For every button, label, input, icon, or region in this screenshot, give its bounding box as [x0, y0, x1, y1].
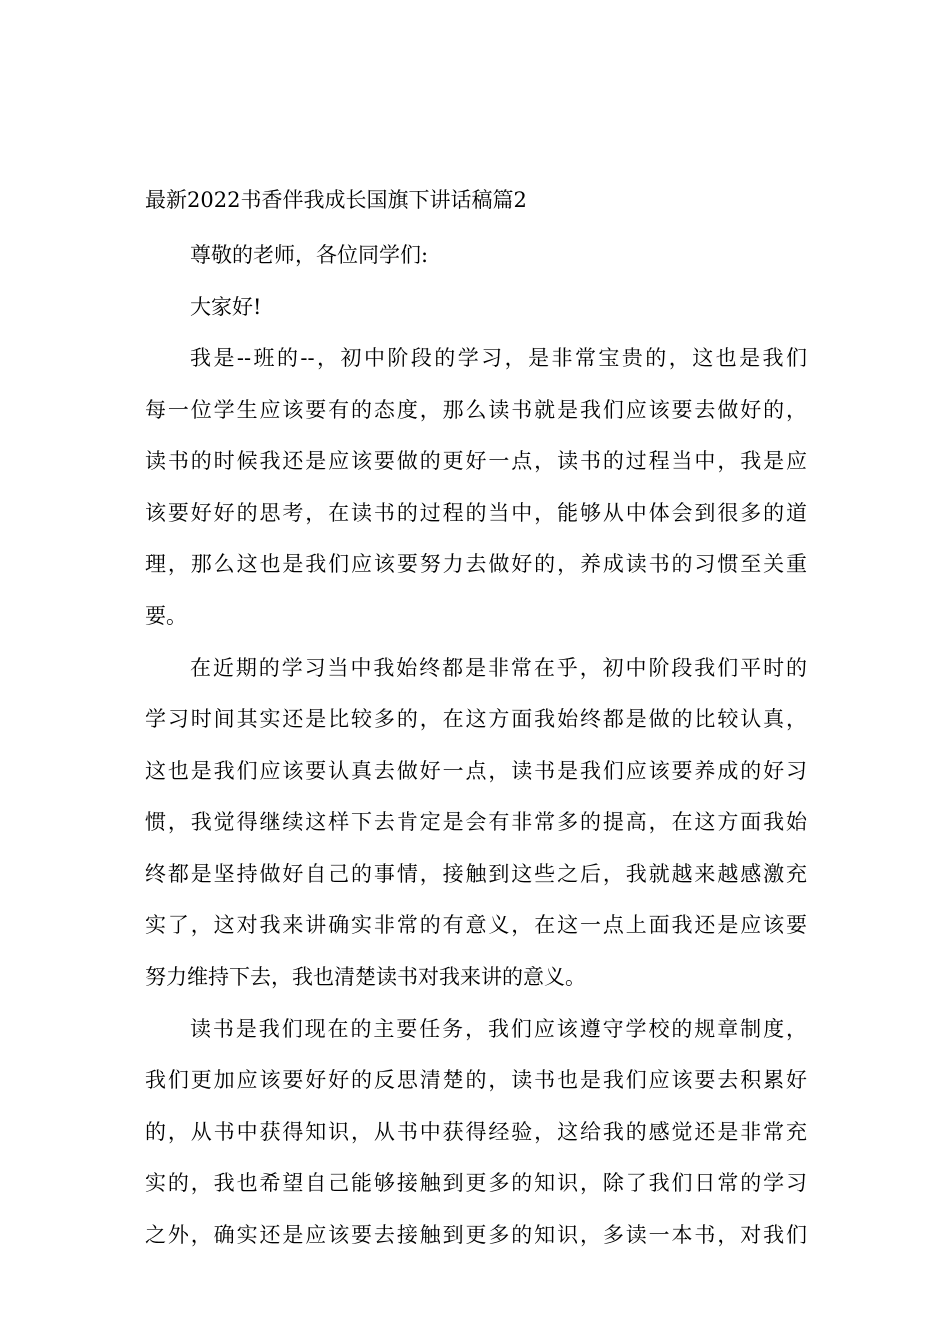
greeting: 大家好! [190, 295, 262, 319]
paragraph-1-line-5: 理，那么这也是我们应该要努力去做好的，养成读书的习惯至关重 [145, 552, 807, 576]
paragraph-2-line-7: 努力维持下去，我也清楚读书对我来讲的意义。 [145, 965, 586, 989]
paragraph-1-line-6: 要。 [145, 604, 187, 628]
paragraph-2-line-3: 这也是我们应该要认真去做好一点，读书是我们应该要养成的好习 [145, 759, 807, 783]
paragraph-2-line-1: 在近期的学习当中我始终都是非常在乎，初中阶段我们平时的 [190, 656, 807, 680]
paragraph-3-line-4: 实的，我也希望自己能够接触到更多的知识，除了我们日常的学习 [145, 1171, 807, 1195]
paragraph-3-line-3: 的，从书中获得知识，从书中获得经验，这给我的感觉还是非常充 [145, 1120, 807, 1144]
paragraph-1-line-4: 该要好好的思考，在读书的过程的当中，能够从中体会到很多的道 [145, 501, 807, 525]
salutation: 尊敬的老师，各位同学们: [190, 243, 429, 267]
paragraph-3-line-2: 我们更加应该要好好的反思清楚的，读书也是我们应该要去积累好 [145, 1068, 807, 1092]
paragraph-1-line-1: 我是--班的--，初中阶段的学习，是非常宝贵的，这也是我们 [190, 346, 807, 370]
paragraph-1-line-3: 读书的时候我还是应该要做的更好一点，读书的过程当中，我是应 [145, 449, 807, 473]
paragraph-1-line-2: 每一位学生应该要有的态度，那么读书就是我们应该要去做好的， [145, 398, 807, 422]
paragraph-3-line-5: 之外，确实还是应该要去接触到更多的知识，多读一本书，对我们 [145, 1223, 807, 1247]
paragraph-2-line-2: 学习时间其实还是比较多的，在这方面我始终都是做的比较认真， [145, 707, 807, 731]
paragraph-2-line-5: 终都是坚持做好自己的事情，接触到这些之后，我就越来越感激充 [145, 862, 807, 886]
paragraph-2-line-6: 实了，这对我来讲确实非常的有意义，在这一点上面我还是应该要 [145, 913, 807, 937]
document-title: 最新2022书香伴我成长国旗下讲话稿篇2 [145, 188, 527, 212]
paragraph-3-line-1: 读书是我们现在的主要任务，我们应该遵守学校的规章制度， [190, 1017, 807, 1041]
paragraph-2-line-4: 惯，我觉得继续这样下去肯定是会有非常多的提高，在这方面我始 [145, 810, 807, 834]
